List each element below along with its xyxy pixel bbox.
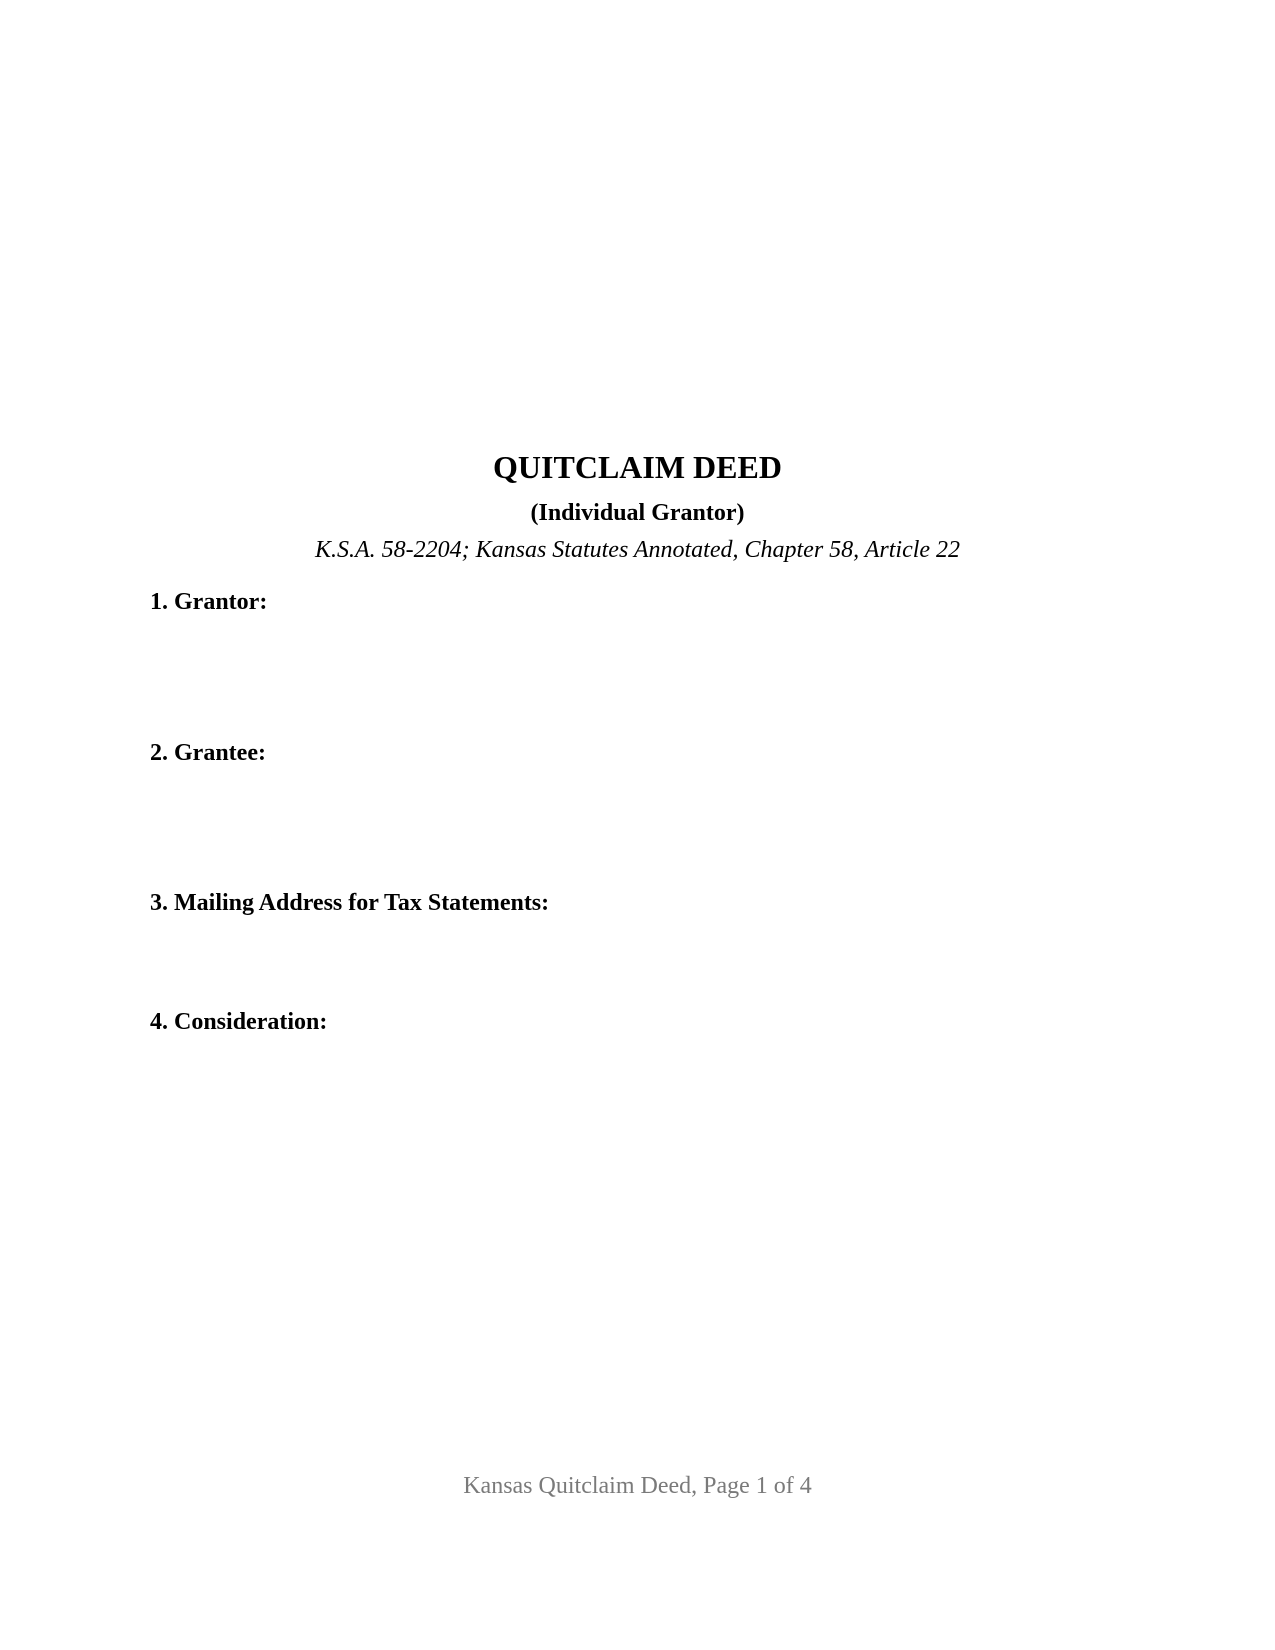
page-footer: Kansas Quitclaim Deed, Page 1 of 4 xyxy=(463,1473,812,1499)
statute-citation: K.S.A. 58-2204; Kansas Statutes Annotated, Chapter 58, Article 22 xyxy=(314,537,961,563)
page-subtitle: (Individual Grantor) xyxy=(530,500,745,526)
page-title: QUITCLAIM DEED xyxy=(493,449,782,485)
section-mailing-address-heading: 3. Mailing Address for Tax Statements: xyxy=(150,890,550,916)
section-grantor-heading: 1. Grantor: xyxy=(150,589,268,615)
section-consideration-heading: 4. Consideration: xyxy=(150,1009,328,1035)
section-grantee-heading: 2. Grantee: xyxy=(150,740,266,766)
